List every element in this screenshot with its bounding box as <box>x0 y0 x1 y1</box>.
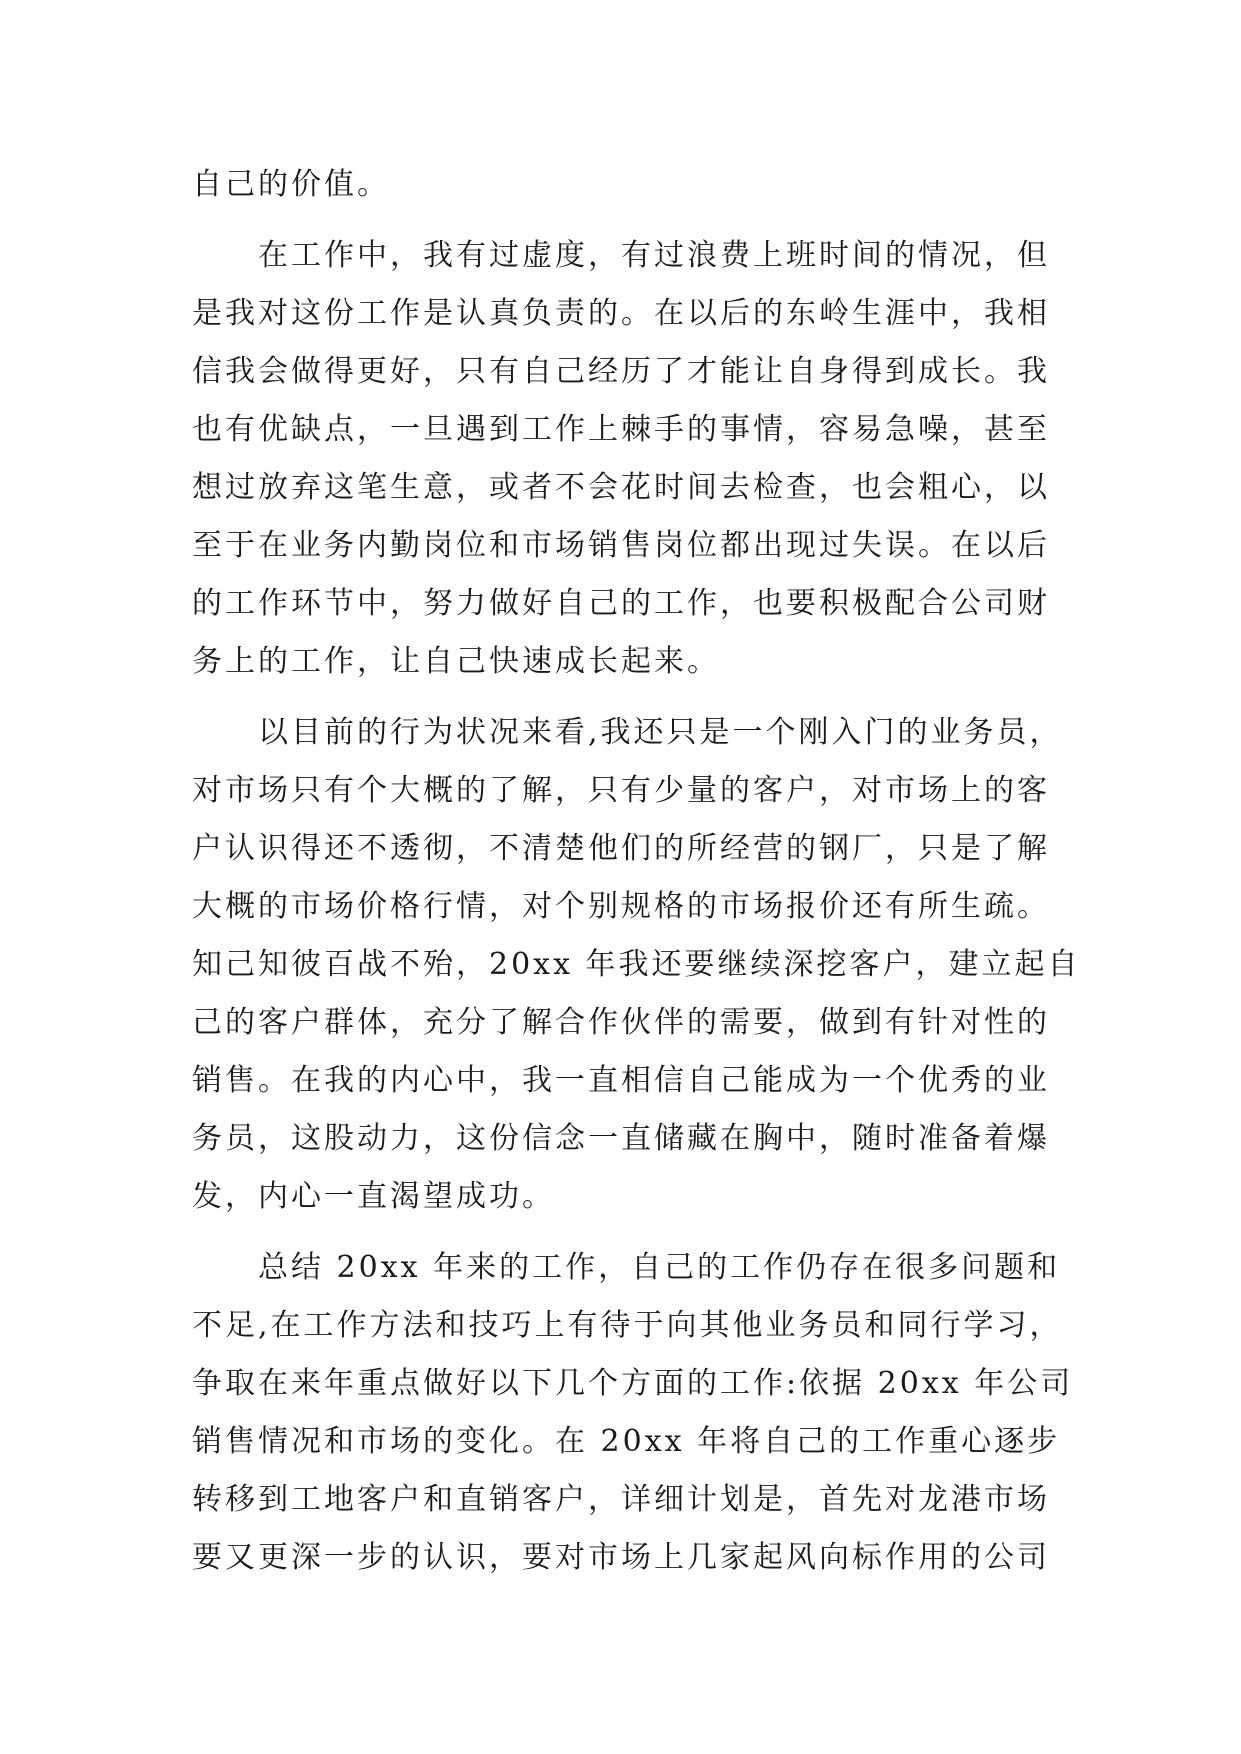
text-line: 务上的工作，让自己快速成长起来。 <box>192 644 720 679</box>
text-line: 是我对这份工作是认真负责的。在以后的东岭生涯中，我相 <box>192 296 1050 331</box>
text-line: 也有优缺点，一旦遇到工作上棘手的事情，容易急噪，甚至 <box>192 412 1050 447</box>
text-line: 销售情况和市场的变化。在 20xx 年将自己的工作重心逐步 <box>192 1424 1061 1459</box>
text-line: 不足,在工作方法和技巧上有待于向其他业务员和同行学习， <box>192 1308 1063 1343</box>
text-line: 的工作环节中，努力做好自己的工作，也要积极配合公司财 <box>192 586 1050 621</box>
text-line: 转移到工地客户和直销客户，详细计划是，首先对龙港市场 <box>192 1482 1050 1517</box>
paragraph-first-line: 总结 20xx 年来的工作，自己的工作仍存在很多问题和 <box>258 1250 1061 1285</box>
text-line: 想过放弃这笔生意，或者不会花时间去检查，也会粗心，以 <box>192 470 1050 505</box>
text-line: 发，内心一直渴望成功。 <box>192 1179 555 1214</box>
paragraph-first-line: 在工作中，我有过虚度，有过浪费上班时间的情况，但 <box>258 238 1050 273</box>
text-line: 信我会做得更好，只有自己经历了才能让自身得到成长。我 <box>192 354 1050 389</box>
text-line: 务员，这股动力，这份信念一直储藏在胸中，随时准备着爆 <box>192 1121 1050 1156</box>
document-body <box>192 156 1081 1587</box>
text-line: 知己知彼百战不殆，20xx 年我还要继续深挖客户，建立起自 <box>192 947 1081 982</box>
text-line: 己的客户群体，充分了解合作伙伴的需要，做到有针对性的 <box>192 1005 1050 1040</box>
text-line: 自己的价值。 <box>192 167 390 202</box>
paragraph-first-line: 以目前的行为状况来看,我还只是一个刚入门的业务员， <box>258 715 1063 750</box>
text-line: 至于在业务内勤岗位和市场销售岗位都出现过失误。在以后 <box>192 528 1050 563</box>
text-line: 对市场只有个大概的了解，只有少量的客户，对市场上的客 <box>192 773 1050 808</box>
text-line: 要又更深一步的认识，要对市场上几家起风向标作用的公司 <box>192 1540 1050 1575</box>
text-line: 销售。在我的内心中，我一直相信自己能成为一个优秀的业 <box>192 1063 1050 1098</box>
text-line: 争取在来年重点做好以下几个方面的工作:依据 20xx 年公司 <box>192 1366 1074 1401</box>
text-line: 户认识得还不透彻，不清楚他们的所经营的钢厂，只是了解 <box>192 831 1050 866</box>
text-line: 大概的市场价格行情，对个别规格的市场报价还有所生疏。 <box>192 889 1050 924</box>
